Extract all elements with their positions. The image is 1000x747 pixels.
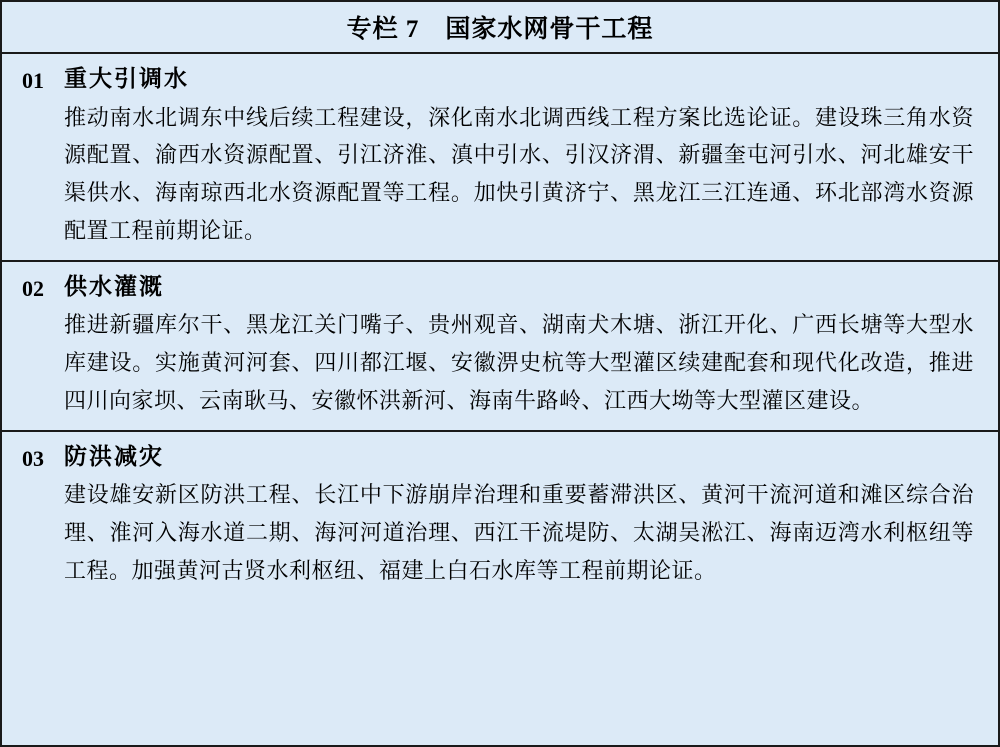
entry-body	[64, 270, 998, 420]
entry-heading: 重大引调水	[64, 66, 189, 91]
entry-item	[2, 262, 998, 432]
entry-number: 03	[22, 445, 44, 471]
entry-body	[64, 62, 998, 250]
entry-number: 01	[22, 68, 44, 93]
entry-body	[64, 440, 998, 590]
entry-item	[2, 432, 998, 600]
entry-text: 建设雄安新区防洪工程、长江中下游崩岸治理和重要蓄滞洪区、黄河干流河道和滩区综合治理、淮河入海水道二期、海河河道治理、西江干流堤防、太湖吴淞江、海南迈湾水利枢纽等工程。加强黄河古贤水利枢纽、福建上白石水库等工程前期论证。	[64, 482, 974, 583]
box-title	[2, 2, 998, 54]
box-title-prefix: 专栏 7	[346, 16, 420, 43]
entry-item	[2, 54, 998, 262]
entry-heading: 供水灌溉	[64, 273, 164, 299]
entry-text: 推进新疆库尔干、黑龙江关门嘴子、贵州观音、湖南犬木塘、浙江开化、广西长塘等大型水库建设。实施黄河河套、四川都江堰、安徽淠史杭等大型灌区续建配套和现代化改造，推进四川向家坝、云南耿马、安徽怀洪新河、海南牛路岭、江西大坳等大型灌区建设。	[64, 312, 974, 413]
entry-number: 02	[22, 275, 44, 301]
entry-heading: 防洪减灾	[64, 443, 164, 469]
entry-text: 推动南水北调东中线后续工程建设，深化南水北调西线工程方案比选论证。建设珠三角水资源配置、渝西水资源配置、引江济淮、滇中引水、引汉济渭、新疆奎屯河引水、河北雄安干渠供水、海南琼西北水资源配置等工程。加快引黄济宁、黑龙江三江连通、环北部湾水资源配置工程前期论证。	[64, 104, 974, 243]
box-title-name: 国家水网骨干工程	[445, 16, 654, 43]
